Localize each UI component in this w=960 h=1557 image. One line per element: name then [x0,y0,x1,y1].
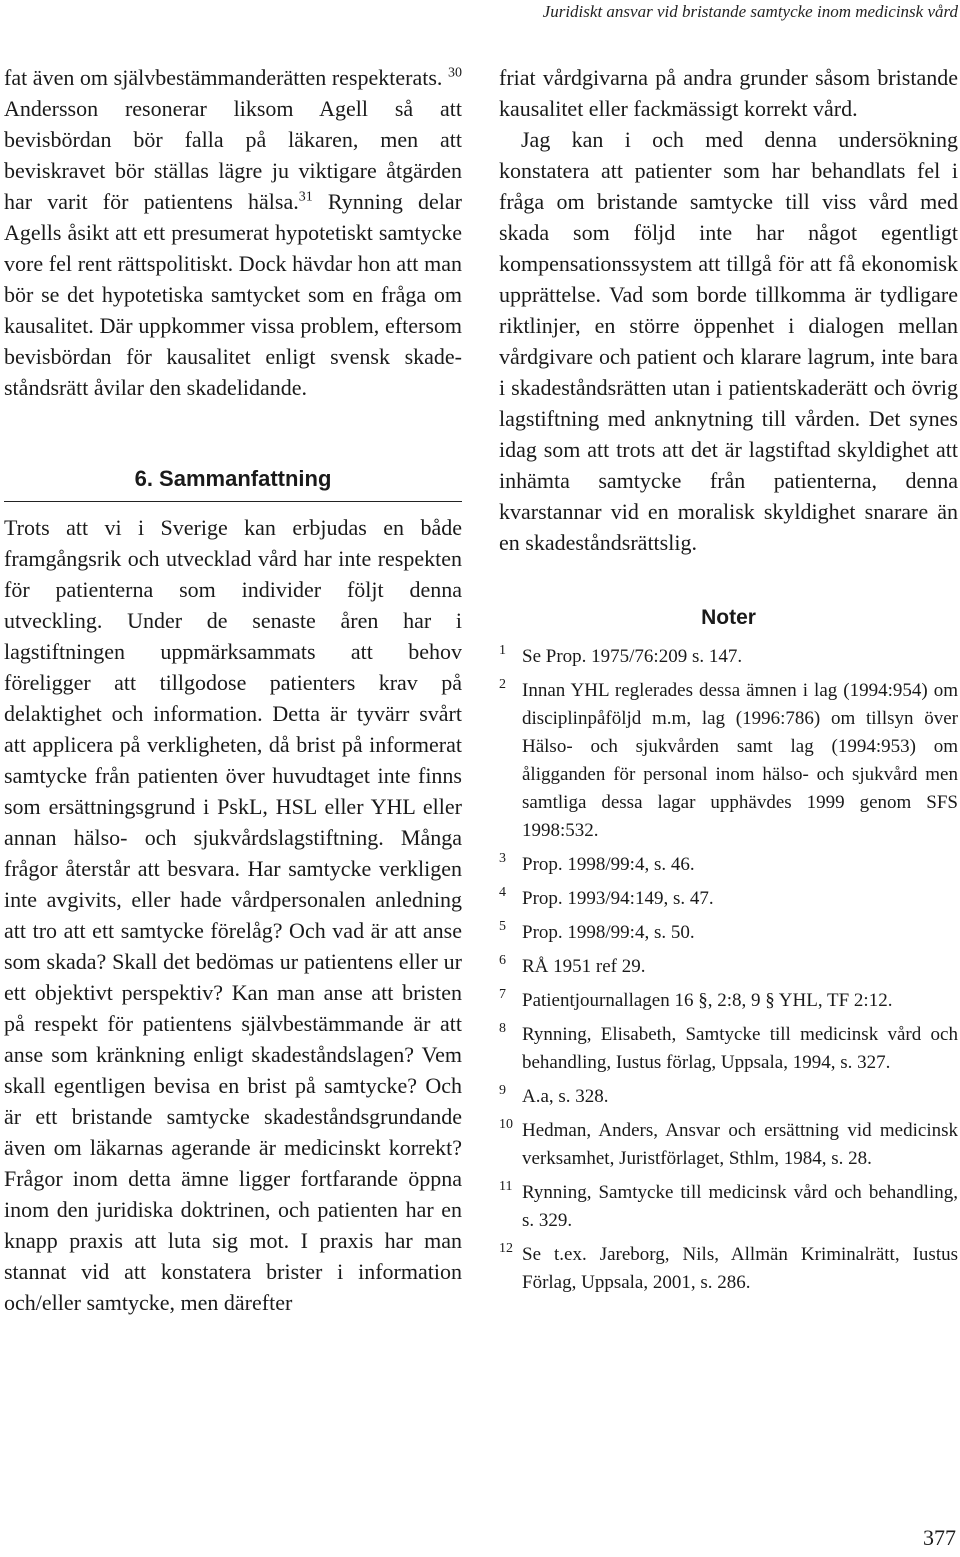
footnote-number: 5 [499,919,506,934]
right-column [499,62,958,1303]
footnote-number: 2 [499,677,506,692]
footnote-text: RÅ 1951 ref 29. [522,956,646,977]
notes-list [499,643,958,1297]
footnote-text: A.a, s. 328. [522,1086,609,1107]
section-heading: 6. Sammanfattning [4,465,462,502]
footnote-text: Rynning, Elisabeth, Samtycke till medicinsk vård och behandling, Iustus förlag, Uppsala, 1994, s. 327. [522,1024,958,1073]
footnote [499,1241,958,1297]
footnote-text: Se Prop. 1975/76:209 s. 147. [522,646,743,667]
left-paragraph-1 [4,62,462,403]
para-text: Andersson resonerar liksom Agell så att bevisbördan bör falla på läkaren, men att beviskravet bör ställas lägre ju viktigare åtgärden har varit för patientens hälsa. [4,96,462,214]
footnote-ref: 30 [448,65,462,81]
footnote-number: 3 [499,851,506,866]
footnote-number: 12 [499,1241,513,1256]
footnote-text: Patientjournallagen 16 §, 2:8, 9 § YHL, TF 2:12. [522,990,893,1011]
left-paragraph-2: Trots att vi i Sverige kan erbjudas en både framgångsrik och utvecklad vård har inte respekten för patienterna som individer följt denna utveckling. Under de senaste åren har i lagstiftningen uppmärksammats att behov föreligger att tillgodose patienters krav på delaktighet och information. Detta är tyvärr svårt att applicera på verkligheten, då brist på informerat samtycke från patienten över huvudtaget inte finns som ersättningsgrund i PskL, HSL eller YHL eller annan hälso- och sjukvårdslagstiftning. Många frågor återstår att besvara. Har samtycke verkligen inte avgivits, eller hade vårdpersonalen anledning att tro att ett samtycke förelåg? Och vad är att anse som skada? Skall det bedömas ur patientens eller ur ett objektivt perspektiv? Kan man anse att bristen på respekt för patientens självbestämmande är att anse som kränkning enligt skadeståndslagen? Vem skall egentligen bevisa en brist på samtycke? Och är ett bristande samtycke skadeståndsgrundande även om läkarnas agerande är medicinskt korrekt? Frågor inom detta ämne ligger fortfarande öppna inom den juridiska doktrinen, och patienten har en knapp praxis att luta sig mot. I praxis har man stannat vid att konstatera brister i information och/eller samtycke, men därefter [4,515,462,1315]
footnote-ref: 31 [298,189,313,205]
left-column [4,62,462,1318]
right-paragraph-2: Jag kan i och med denna undersökning konstatera att patienter som har behandlats fel i fråga om bristande samtycke till viss vård med skada som följd inte har något egentligt kompensationssystem att tillgå för att få ekonomisk upprättelse. Vad som borde tillkomma är tydligare riktlinjer, en större öppenhet i dialogen mellan vårdgivare och patient och klarare lagrum, inte bara i skadeståndsrätten utan i patientskaderätt och övrig lagstiftning med anknytning till vården. Det synes idag som att trots att det är lagstiftad skyldighet att inhämta samtycke från patienterna, denna kvarstannar vid en moralisk skyldighet snarare än en skadeståndsrättslig. [499,127,958,555]
footnote-number: 4 [499,885,506,900]
right-paragraph-1: friat vårdgivarna på andra grunder såsom bristande kausalitet eller fackmässigt korrekt vård. [499,65,958,121]
footnote [499,1117,958,1173]
footnote-text: Prop. 1998/99:4, s. 50. [522,922,695,943]
footnote [499,1179,958,1235]
footnote [499,885,958,913]
footnote-text: Prop. 1998/99:4, s. 46. [522,854,695,875]
footnote [499,851,958,879]
footnote-text: Hedman, Anders, Ansvar och ersättning vid medicinsk verksamhet, Juristförlaget, Sthlm, 1984, s. 28. [522,1120,958,1169]
footnote [499,1083,958,1111]
footnote-number: 1 [499,643,506,658]
footnote-number: 10 [499,1117,513,1132]
footnote-number: 6 [499,953,506,968]
footnote-number: 7 [499,987,506,1002]
footnote-number: 8 [499,1021,506,1036]
notes-heading: Noter [701,606,756,629]
footnote [499,987,958,1015]
para-text: fat även om självbestämmanderätten respekterats. [4,65,448,90]
footnote [499,677,958,845]
footnote-number: 11 [499,1179,513,1194]
footnote [499,643,958,671]
running-header: Juridiskt ansvar vid bristande samtycke inom medicinsk vård [542,2,958,21]
footnote-text: Innan YHL reglerades dessa ämnen i lag (1994:954) om disciplinpåföljd m.m, lag (1996:786) om tillsyn över Hälso- och sjukvården samt lag (1994:953) om åligganden för personal inom hälso- och sjukvård men samtliga dessa lagar upphävdes 1999 genom SFS 1998:532. [522,680,958,841]
footnote-text: Se t.ex. Jareborg, Nils, Allmän Kriminalrätt, Iustus Förlag, Uppsala, 2001, s. 286. [522,1244,958,1293]
para-text: Rynning delar Agells åsikt att ett presumerat hypotetiskt samtycke vore fel rent rättspolitiskt. Dock hävdar hon att man bör se det hypotetiska samtycket som en fråga om kausalitet. Där uppkommer vissa problem, eftersom bevisbördan för kausalitet enligt svensk skadeståndsrätt åvilar den skadelidande. [4,189,462,400]
footnote [499,953,958,981]
footnote-text: Rynning, Samtycke till medicinsk vård och behandling, s. 329. [522,1182,958,1231]
footnote [499,1021,958,1077]
footnote-number: 9 [499,1083,506,1098]
page-number: 377 [923,1525,956,1550]
footnote [499,919,958,947]
footnote-text: Prop. 1993/94:149, s. 47. [522,888,714,909]
